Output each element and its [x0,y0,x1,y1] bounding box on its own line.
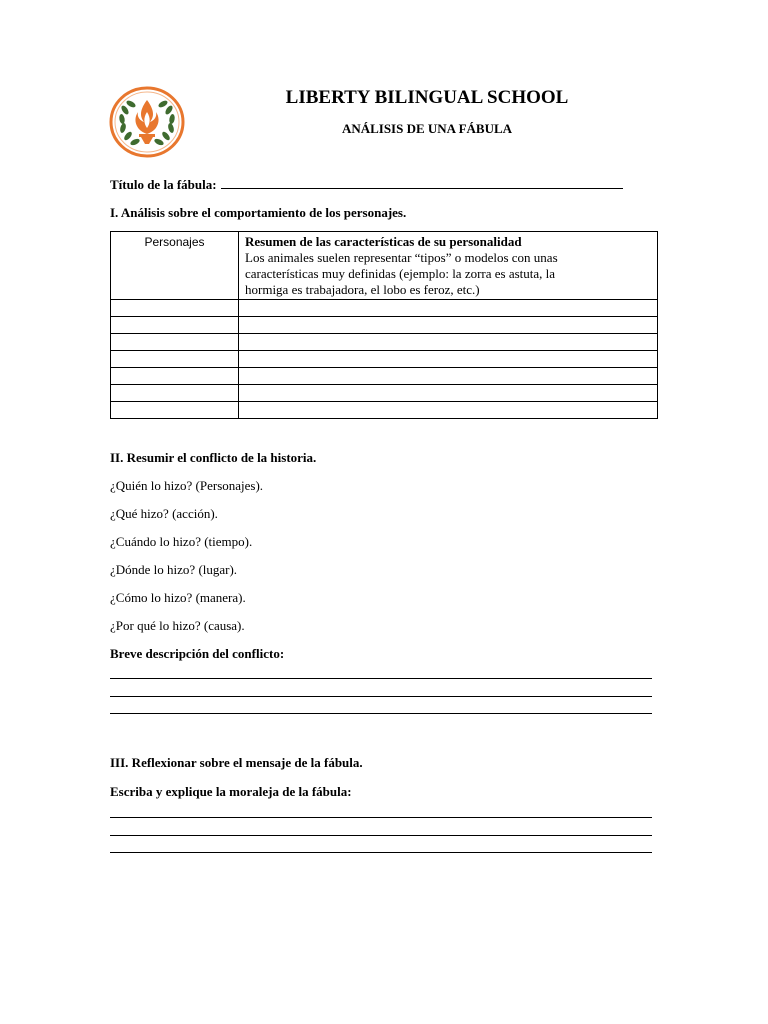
conflict-answer-line[interactable] [110,678,652,679]
conflict-description-label: Breve descripción del conflicto: [110,646,285,661]
school-name: LIBERTY BILINGUAL SCHOOL [285,87,569,108]
question-who: ¿Quién lo hizo? (Personajes). [110,478,264,493]
personality-column-header [239,232,658,300]
moral-prompt: Escriba y explique la moraleja de la fábula: [110,784,352,799]
table-header-row [111,232,658,300]
personality-cell[interactable] [239,317,658,334]
document-title: ANÁLISIS DE UNA FÁBULA [341,121,513,136]
personality-cell[interactable] [239,300,658,317]
fable-title-label: Título de la fábula: [110,177,217,192]
personality-header-line-1: Los animales suelen representar “tipos” o modelos con unas [245,250,558,265]
question-why: ¿Por qué lo hizo? (causa). [110,618,245,633]
section-1-heading: I. Análisis sobre el comportamiento de los personajes. [110,205,407,220]
fable-title-blank[interactable] [221,176,623,189]
character-cell[interactable] [111,317,239,334]
question-how: ¿Cómo lo hizo? (manera). [110,590,246,605]
character-cell[interactable] [111,300,239,317]
section-2-heading: II. Resumir el conflicto de la historia. [110,450,317,465]
character-cell[interactable] [111,368,239,385]
personality-cell[interactable] [239,368,658,385]
table-row [111,317,658,334]
character-cell[interactable] [111,402,239,419]
question-what: ¿Qué hizo? (acción). [110,506,218,521]
table-row [111,334,658,351]
personality-header-line-2: características muy definidas (ejemplo: la zorra es astuta, la [245,266,556,281]
characters-column-header: Personajes [111,232,239,300]
characters-table [110,231,658,419]
character-cell[interactable] [111,334,239,351]
personality-cell[interactable] [239,402,658,419]
question-when: ¿Cuándo lo hizo? (tiempo). [110,534,253,549]
personality-cell[interactable] [239,385,658,402]
moral-answer-line[interactable] [110,835,652,836]
moral-answer-line[interactable] [110,852,652,853]
personality-cell[interactable] [239,334,658,351]
character-cell[interactable] [111,385,239,402]
table-row [111,300,658,317]
question-where: ¿Dónde lo hizo? (lugar). [110,562,238,577]
personality-cell[interactable] [239,351,658,368]
conflict-answer-line[interactable] [110,696,652,697]
fable-title-field [110,176,623,193]
table-row [111,402,658,419]
moral-answer-line[interactable] [110,817,652,818]
table-row [111,385,658,402]
character-cell[interactable] [111,351,239,368]
table-row [111,351,658,368]
section-3-heading: III. Reflexionar sobre el mensaje de la fábula. [110,755,363,770]
table-row [111,368,658,385]
conflict-answer-line[interactable] [110,713,652,714]
personality-header-line-3: hormiga es trabajadora, el lobo es feroz, etc.) [245,282,480,297]
personality-header-title: Resumen de las características de su personalidad [245,234,522,249]
